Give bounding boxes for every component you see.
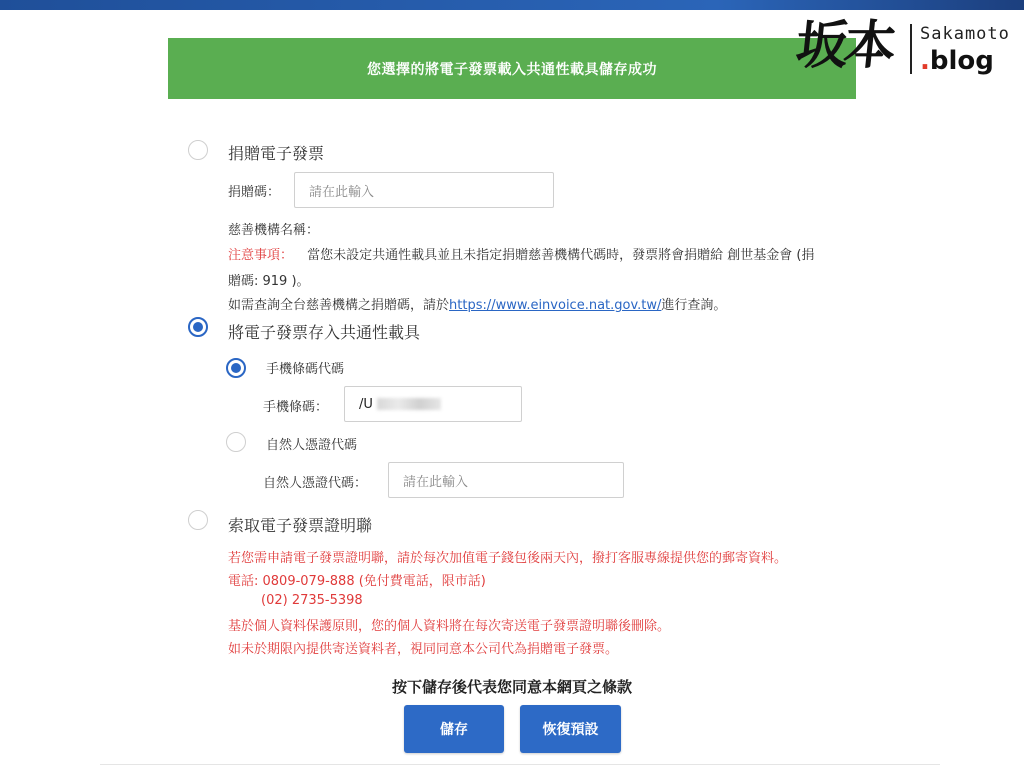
proof-phone-line: 電話: 0809-079-888 (免付費電話，限市話) [228,574,486,589]
terms-notice: 按下儲存後代表您同意本網頁之條款 [391,678,632,696]
save-button[interactable]: 儲存 [404,705,504,753]
donate-option-label: 捐贈電子發票 [228,144,325,163]
watermark-site-domain: .blog [920,46,994,76]
watermark-site-name: Sakamoto [920,24,1010,44]
donate-notice-line1: 注意事項： 當您未設定共通性載具並且未指定捐贈慈善機構代碼時，發票將會捐贈給 創世基金會 (捐 [228,248,815,263]
mobile-barcode-label: 手機條碼： [263,400,329,415]
proof-privacy-line: 基於個人資料保護原則，您的個人資料將在每次寄送電子發票證明聯後刪除。 [228,619,671,634]
watermark-divider [910,24,912,74]
carrier-radio[interactable] [188,317,208,337]
einvoice-link[interactable]: https://www.einvoice.nat.gov.tw/ [449,298,662,313]
mobile-barcode-radio[interactable] [226,358,246,378]
donate-code-label: 捐贈碼： [228,185,281,200]
proof-info-line1: 若您需申請電子發票證明聯，請於每次加值電子錢包後兩天內，撥打客服專線提供您的郵寄資料。 [228,551,788,566]
citizen-cert-label: 自然人憑證代碼： [263,476,368,491]
proof-option-label: 索取電子發票證明聯 [228,516,373,535]
notice-label: 注意事項： [228,248,294,263]
watermark-logo [792,6,1024,90]
citizen-cert-option-label: 自然人憑證代碼 [266,438,358,453]
donate-query-text: 如需查詢全台慈善機構之捐贈碼，請於https://www.einvoice.nat.gov.tw/進行查詢。 [228,298,727,313]
citizen-cert-input[interactable]: 請在此輸入 [388,462,624,498]
donate-radio[interactable] [188,140,208,160]
watermark-brand: 坂本 [792,15,896,76]
charity-name-label: 慈善機構名稱： [228,223,320,238]
proof-phone-line2: (02) 2735-5398 [261,593,363,608]
proof-deadline-line: 如未於期限內提供寄送資料者，視同同意本公司代為捐贈電子發票。 [228,642,619,657]
success-banner [168,38,856,99]
proof-radio[interactable] [188,510,208,530]
success-message: 您選擇的將電子發票載入共通性載具儲存成功 [367,61,657,78]
carrier-option-label: 將電子發票存入共通性載具 [228,323,421,342]
reset-default-button[interactable]: 恢復預設 [520,705,621,753]
bottom-divider [100,764,940,765]
donate-notice-line2: 贈碼: 919 )。 [228,274,310,289]
mobile-barcode-option-label: 手機條碼代碼 [266,362,345,377]
mobile-barcode-input[interactable]: /U [344,386,522,422]
redacted-barcode [377,398,441,410]
citizen-cert-radio[interactable] [226,432,246,452]
donate-code-input[interactable]: 請在此輸入 [294,172,554,208]
